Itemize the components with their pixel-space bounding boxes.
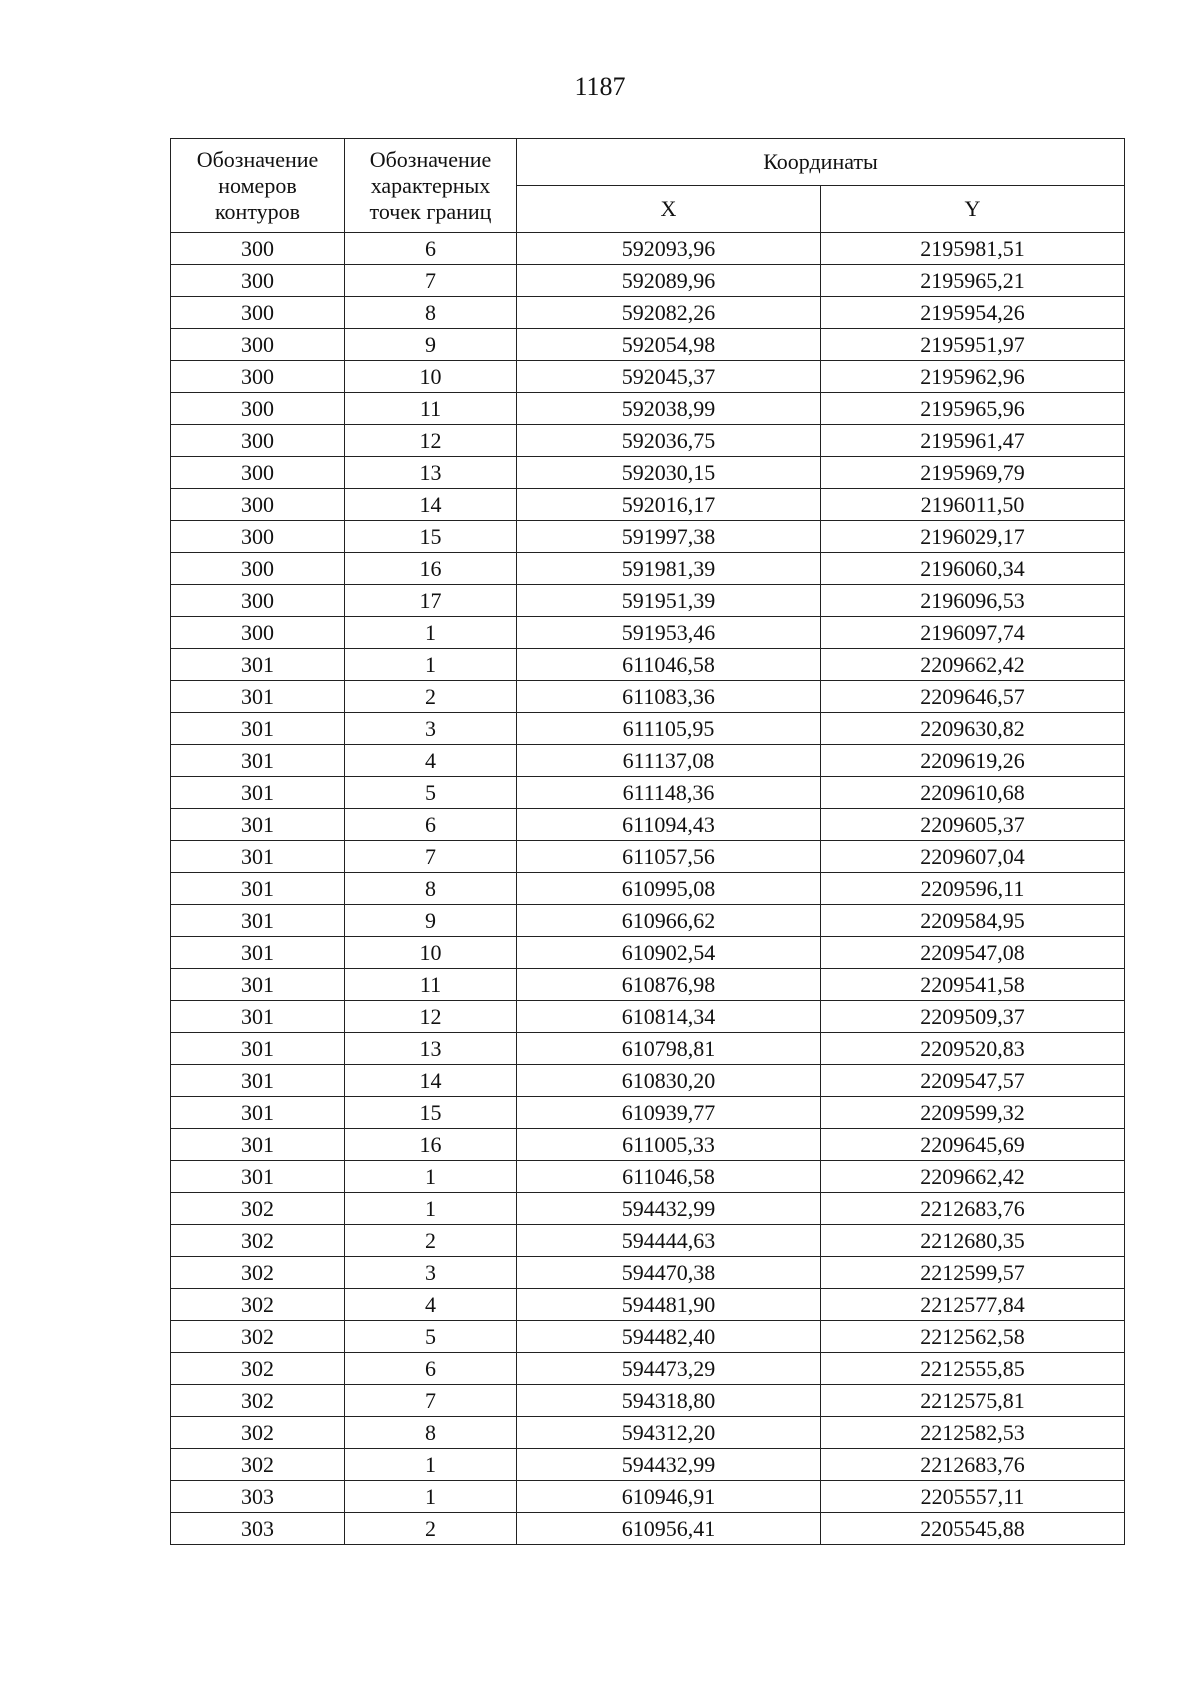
header-point-line-1: Обозначение (369, 146, 492, 172)
coordinates-table (170, 138, 1125, 1545)
cell-y: 2209607,04 (821, 841, 1125, 873)
cell-point-number: 3 (345, 1257, 517, 1289)
cell-contour-number: 300 (171, 393, 345, 425)
cell-point-number: 1 (345, 1193, 517, 1225)
cell-x: 611046,58 (517, 1161, 821, 1193)
cell-contour-number: 300 (171, 265, 345, 297)
cell-contour-number: 301 (171, 905, 345, 937)
cell-x: 591953,46 (517, 617, 821, 649)
cell-y: 2195981,51 (821, 233, 1125, 265)
cell-x: 610876,98 (517, 969, 821, 1001)
table-row (171, 1225, 1125, 1257)
cell-x: 592082,26 (517, 297, 821, 329)
header-contour-line-3: контуров (214, 198, 301, 224)
cell-x: 611105,95 (517, 713, 821, 745)
cell-contour-number: 301 (171, 649, 345, 681)
cell-y: 2205545,88 (821, 1513, 1125, 1545)
cell-point-number: 7 (345, 265, 517, 297)
table-row (171, 585, 1125, 617)
cell-point-number: 13 (345, 1033, 517, 1065)
cell-y: 2209662,42 (821, 1161, 1125, 1193)
cell-contour-number: 302 (171, 1321, 345, 1353)
table-row (171, 1385, 1125, 1417)
cell-contour-number: 300 (171, 553, 345, 585)
cell-contour-number: 301 (171, 841, 345, 873)
cell-contour-number: 301 (171, 809, 345, 841)
cell-y: 2196096,53 (821, 585, 1125, 617)
cell-contour-number: 301 (171, 1129, 345, 1161)
table-row (171, 1289, 1125, 1321)
cell-point-number: 4 (345, 1289, 517, 1321)
cell-contour-number: 300 (171, 361, 345, 393)
cell-point-number: 1 (345, 649, 517, 681)
cell-y: 2209596,11 (821, 873, 1125, 905)
table-row (171, 553, 1125, 585)
cell-y: 2196097,74 (821, 617, 1125, 649)
cell-y: 2195962,96 (821, 361, 1125, 393)
cell-y: 2195969,79 (821, 457, 1125, 489)
cell-contour-number: 300 (171, 329, 345, 361)
cell-x: 610966,62 (517, 905, 821, 937)
cell-contour-number: 300 (171, 425, 345, 457)
table-row (171, 489, 1125, 521)
cell-point-number: 9 (345, 905, 517, 937)
cell-contour-number: 300 (171, 457, 345, 489)
cell-point-number: 11 (345, 969, 517, 1001)
cell-y: 2209541,58 (821, 969, 1125, 1001)
cell-y: 2209509,37 (821, 1001, 1125, 1033)
cell-point-number: 3 (345, 713, 517, 745)
cell-y: 2212680,35 (821, 1225, 1125, 1257)
header-y: Y (821, 186, 1125, 233)
cell-y: 2205557,11 (821, 1481, 1125, 1513)
cell-x: 611094,43 (517, 809, 821, 841)
cell-contour-number: 300 (171, 489, 345, 521)
table-row (171, 1481, 1125, 1513)
cell-x: 610830,20 (517, 1065, 821, 1097)
cell-y: 2209584,95 (821, 905, 1125, 937)
cell-point-number: 5 (345, 1321, 517, 1353)
table-row (171, 649, 1125, 681)
cell-x: 594432,99 (517, 1193, 821, 1225)
cell-x: 591997,38 (517, 521, 821, 553)
cell-x: 594473,29 (517, 1353, 821, 1385)
cell-contour-number: 302 (171, 1193, 345, 1225)
table-row (171, 681, 1125, 713)
cell-x: 592045,37 (517, 361, 821, 393)
cell-contour-number: 302 (171, 1417, 345, 1449)
cell-contour-number: 301 (171, 1097, 345, 1129)
table-row (171, 905, 1125, 937)
cell-contour-number: 301 (171, 777, 345, 809)
table-body (171, 233, 1125, 1545)
cell-x: 611005,33 (517, 1129, 821, 1161)
table-row (171, 233, 1125, 265)
cell-point-number: 6 (345, 233, 517, 265)
cell-point-number: 7 (345, 1385, 517, 1417)
cell-x: 592093,96 (517, 233, 821, 265)
cell-contour-number: 302 (171, 1225, 345, 1257)
table-row (171, 617, 1125, 649)
cell-contour-number: 301 (171, 1033, 345, 1065)
cell-y: 2195961,47 (821, 425, 1125, 457)
cell-y: 2212599,57 (821, 1257, 1125, 1289)
cell-y: 2196060,34 (821, 553, 1125, 585)
table-row (171, 1193, 1125, 1225)
header-contour-line-2: номеров (218, 172, 297, 198)
table-row (171, 809, 1125, 841)
cell-contour-number: 301 (171, 969, 345, 1001)
cell-contour-number: 300 (171, 233, 345, 265)
cell-x: 594481,90 (517, 1289, 821, 1321)
cell-y: 2209646,57 (821, 681, 1125, 713)
cell-x: 592030,15 (517, 457, 821, 489)
table-row (171, 361, 1125, 393)
cell-contour-number: 301 (171, 1161, 345, 1193)
cell-y: 2209645,69 (821, 1129, 1125, 1161)
cell-y: 2195954,26 (821, 297, 1125, 329)
cell-y: 2212555,85 (821, 1353, 1125, 1385)
cell-point-number: 6 (345, 1353, 517, 1385)
cell-y: 2212577,84 (821, 1289, 1125, 1321)
cell-contour-number: 301 (171, 873, 345, 905)
cell-x: 611057,56 (517, 841, 821, 873)
table-row (171, 1129, 1125, 1161)
table-row (171, 1449, 1125, 1481)
table-row (171, 1257, 1125, 1289)
cell-x: 592036,75 (517, 425, 821, 457)
cell-point-number: 8 (345, 1417, 517, 1449)
cell-y: 2209599,32 (821, 1097, 1125, 1129)
table-row (171, 1001, 1125, 1033)
cell-contour-number: 302 (171, 1289, 345, 1321)
table-row (171, 1161, 1125, 1193)
table-header (171, 139, 1125, 233)
cell-contour-number: 300 (171, 521, 345, 553)
table-row (171, 521, 1125, 553)
table-row (171, 457, 1125, 489)
cell-y: 2212575,81 (821, 1385, 1125, 1417)
cell-point-number: 14 (345, 1065, 517, 1097)
cell-contour-number: 303 (171, 1481, 345, 1513)
header-contour-numbers (171, 139, 345, 233)
cell-contour-number: 302 (171, 1449, 345, 1481)
cell-point-number: 11 (345, 393, 517, 425)
cell-point-number: 13 (345, 457, 517, 489)
cell-point-number: 10 (345, 937, 517, 969)
cell-point-number: 2 (345, 1225, 517, 1257)
cell-point-number: 1 (345, 1161, 517, 1193)
table-row (171, 873, 1125, 905)
cell-y: 2209630,82 (821, 713, 1125, 745)
cell-contour-number: 303 (171, 1513, 345, 1545)
cell-contour-number: 302 (171, 1385, 345, 1417)
table-row (171, 1513, 1125, 1545)
cell-contour-number: 301 (171, 1001, 345, 1033)
cell-x: 594444,63 (517, 1225, 821, 1257)
cell-x: 594318,80 (517, 1385, 821, 1417)
cell-point-number: 2 (345, 681, 517, 713)
table-row (171, 841, 1125, 873)
cell-x: 610939,77 (517, 1097, 821, 1129)
cell-contour-number: 300 (171, 617, 345, 649)
table-row (171, 1097, 1125, 1129)
cell-point-number: 17 (345, 585, 517, 617)
table-row (171, 265, 1125, 297)
table-row (171, 329, 1125, 361)
cell-x: 592089,96 (517, 265, 821, 297)
cell-point-number: 10 (345, 361, 517, 393)
cell-x: 591951,39 (517, 585, 821, 617)
cell-x: 611083,36 (517, 681, 821, 713)
cell-point-number: 14 (345, 489, 517, 521)
cell-point-number: 8 (345, 873, 517, 905)
cell-y: 2209605,37 (821, 809, 1125, 841)
cell-contour-number: 301 (171, 745, 345, 777)
cell-x: 610956,41 (517, 1513, 821, 1545)
table-row (171, 425, 1125, 457)
cell-point-number: 9 (345, 329, 517, 361)
cell-point-number: 1 (345, 1481, 517, 1513)
table-row (171, 969, 1125, 1001)
cell-contour-number: 302 (171, 1353, 345, 1385)
cell-y: 2195965,21 (821, 265, 1125, 297)
cell-x: 594482,40 (517, 1321, 821, 1353)
cell-y: 2212562,58 (821, 1321, 1125, 1353)
cell-x: 611148,36 (517, 777, 821, 809)
cell-x: 611046,58 (517, 649, 821, 681)
cell-point-number: 5 (345, 777, 517, 809)
cell-point-number: 16 (345, 553, 517, 585)
cell-x: 610798,81 (517, 1033, 821, 1065)
cell-y: 2209547,08 (821, 937, 1125, 969)
cell-point-number: 6 (345, 809, 517, 841)
cell-x: 592038,99 (517, 393, 821, 425)
table-row (171, 1321, 1125, 1353)
cell-contour-number: 300 (171, 297, 345, 329)
cell-y: 2196029,17 (821, 521, 1125, 553)
cell-x: 610814,34 (517, 1001, 821, 1033)
cell-point-number: 1 (345, 617, 517, 649)
header-coordinates: Координаты (517, 139, 1125, 186)
cell-y: 2195951,97 (821, 329, 1125, 361)
cell-y: 2209520,83 (821, 1033, 1125, 1065)
cell-x: 594470,38 (517, 1257, 821, 1289)
cell-x: 594432,99 (517, 1449, 821, 1481)
table-row (171, 297, 1125, 329)
table-row (171, 745, 1125, 777)
table-row (171, 1353, 1125, 1385)
cell-y: 2209662,42 (821, 649, 1125, 681)
cell-x: 610902,54 (517, 937, 821, 969)
cell-point-number: 12 (345, 425, 517, 457)
table-row (171, 713, 1125, 745)
cell-contour-number: 300 (171, 585, 345, 617)
cell-contour-number: 301 (171, 713, 345, 745)
cell-y: 2212683,76 (821, 1449, 1125, 1481)
cell-contour-number: 301 (171, 681, 345, 713)
table-row (171, 393, 1125, 425)
table-row (171, 1065, 1125, 1097)
cell-point-number: 15 (345, 521, 517, 553)
cell-y: 2195965,96 (821, 393, 1125, 425)
cell-x: 592054,98 (517, 329, 821, 361)
header-point-line-2: характерных (370, 172, 491, 198)
cell-x: 594312,20 (517, 1417, 821, 1449)
table-row (171, 1033, 1125, 1065)
table-row (171, 1417, 1125, 1449)
cell-point-number: 7 (345, 841, 517, 873)
cell-x: 610995,08 (517, 873, 821, 905)
cell-point-number: 1 (345, 1449, 517, 1481)
cell-point-number: 4 (345, 745, 517, 777)
header-point-line-3: точек границ (369, 198, 492, 224)
cell-contour-number: 301 (171, 937, 345, 969)
cell-y: 2196011,50 (821, 489, 1125, 521)
header-boundary-points (345, 139, 517, 233)
cell-y: 2209547,57 (821, 1065, 1125, 1097)
cell-y: 2209610,68 (821, 777, 1125, 809)
cell-point-number: 2 (345, 1513, 517, 1545)
cell-x: 611137,08 (517, 745, 821, 777)
cell-point-number: 12 (345, 1001, 517, 1033)
cell-point-number: 16 (345, 1129, 517, 1161)
cell-contour-number: 302 (171, 1257, 345, 1289)
cell-point-number: 15 (345, 1097, 517, 1129)
cell-x: 591981,39 (517, 553, 821, 585)
header-contour-line-1: Обозначение (196, 146, 319, 172)
cell-x: 610946,91 (517, 1481, 821, 1513)
cell-y: 2209619,26 (821, 745, 1125, 777)
page-number: 1187 (574, 72, 626, 101)
cell-y: 2212582,53 (821, 1417, 1125, 1449)
table-row (171, 937, 1125, 969)
table-row (171, 777, 1125, 809)
header-x: X (517, 186, 821, 233)
cell-y: 2212683,76 (821, 1193, 1125, 1225)
cell-contour-number: 301 (171, 1065, 345, 1097)
cell-point-number: 8 (345, 297, 517, 329)
cell-x: 592016,17 (517, 489, 821, 521)
